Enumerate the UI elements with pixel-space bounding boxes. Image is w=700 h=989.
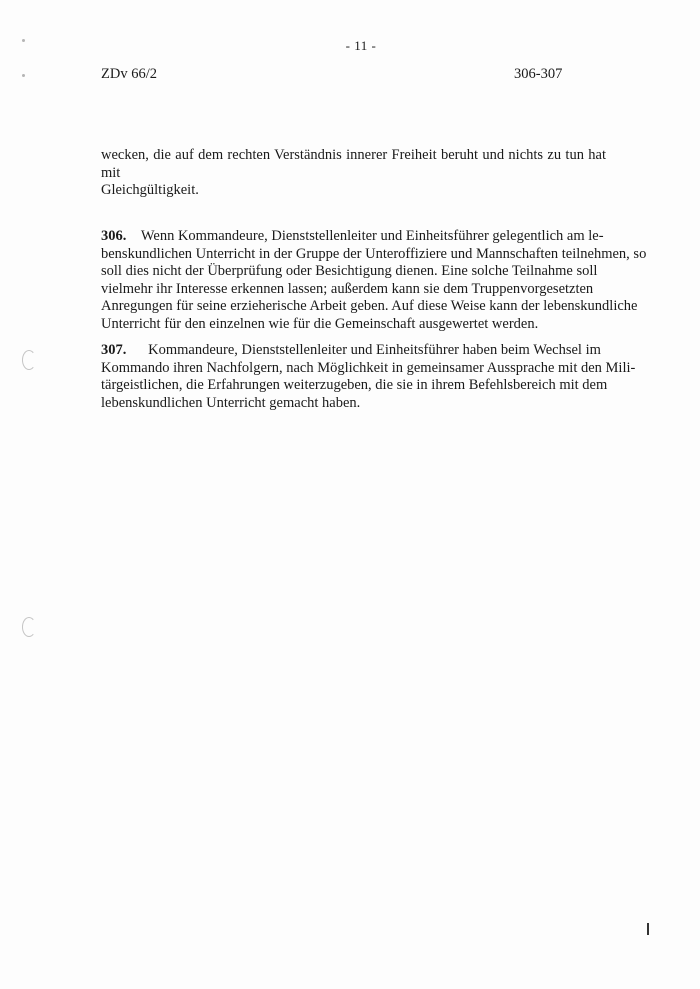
text-line: Wenn Kommandeure, Dienststellenleiter und Einheitsführer gelegentlich am le- xyxy=(140,228,604,244)
text-line: Unterricht für den einzelnen wie für die Gemeinschaft ausgewertet werden. xyxy=(101,315,539,332)
text-line: Kommandeure, Dienststellenleiter und Einheitsführer haben beim Wechsel im xyxy=(148,342,601,358)
section-range: 306-307 xyxy=(514,66,563,82)
scan-edge-mark xyxy=(647,923,649,935)
text-line: Gleichgültigkeit. xyxy=(101,182,199,198)
paragraph-306 xyxy=(101,228,647,333)
paragraph-number: 306. xyxy=(101,228,127,244)
scan-dot xyxy=(22,74,25,77)
continuation-paragraph xyxy=(101,147,606,200)
text-line: lebenskundlichen Unterricht gemacht haben. xyxy=(101,394,361,411)
text-line: Kommando ihren Nachfolgern, nach Möglichkeit in gemeinsamer Aussprache mit den Mili- xyxy=(101,359,636,376)
scan-dot xyxy=(22,39,25,42)
text-line: benskundlichen Unterricht in der Gruppe der Unteroffiziere und Mannschaften teilnehmen, so xyxy=(101,245,647,262)
text-line: Anregungen für seine erzieherische Arbeit geben. Auf diese Weise kann der lebenskundliche xyxy=(101,298,638,314)
text-line: soll dies nicht der Überprüfung oder Besichtigung dienen. Eine solche Teilnahme soll xyxy=(101,263,598,279)
paragraph-307 xyxy=(101,342,636,412)
punch-hole-mark xyxy=(22,350,36,370)
page-number: - 11 - xyxy=(345,38,377,53)
text-line: tärgeistlichen, die Erfahrungen weiterzugeben, die sie in ihrem Befehlsbereich mit dem xyxy=(101,377,608,393)
text-line: vielmehr ihr Interesse erkennen lassen; außerdem kann sie dem Truppenvorgesetzten xyxy=(101,280,594,297)
text-line: wecken, die auf dem rechten Verständnis innerer Freiheit beruht und nichts zu tun hat mit xyxy=(101,147,606,181)
paragraph-number: 307. xyxy=(101,342,127,358)
document-identifier: ZDv 66/2 xyxy=(101,66,157,82)
punch-hole-mark xyxy=(22,617,36,637)
